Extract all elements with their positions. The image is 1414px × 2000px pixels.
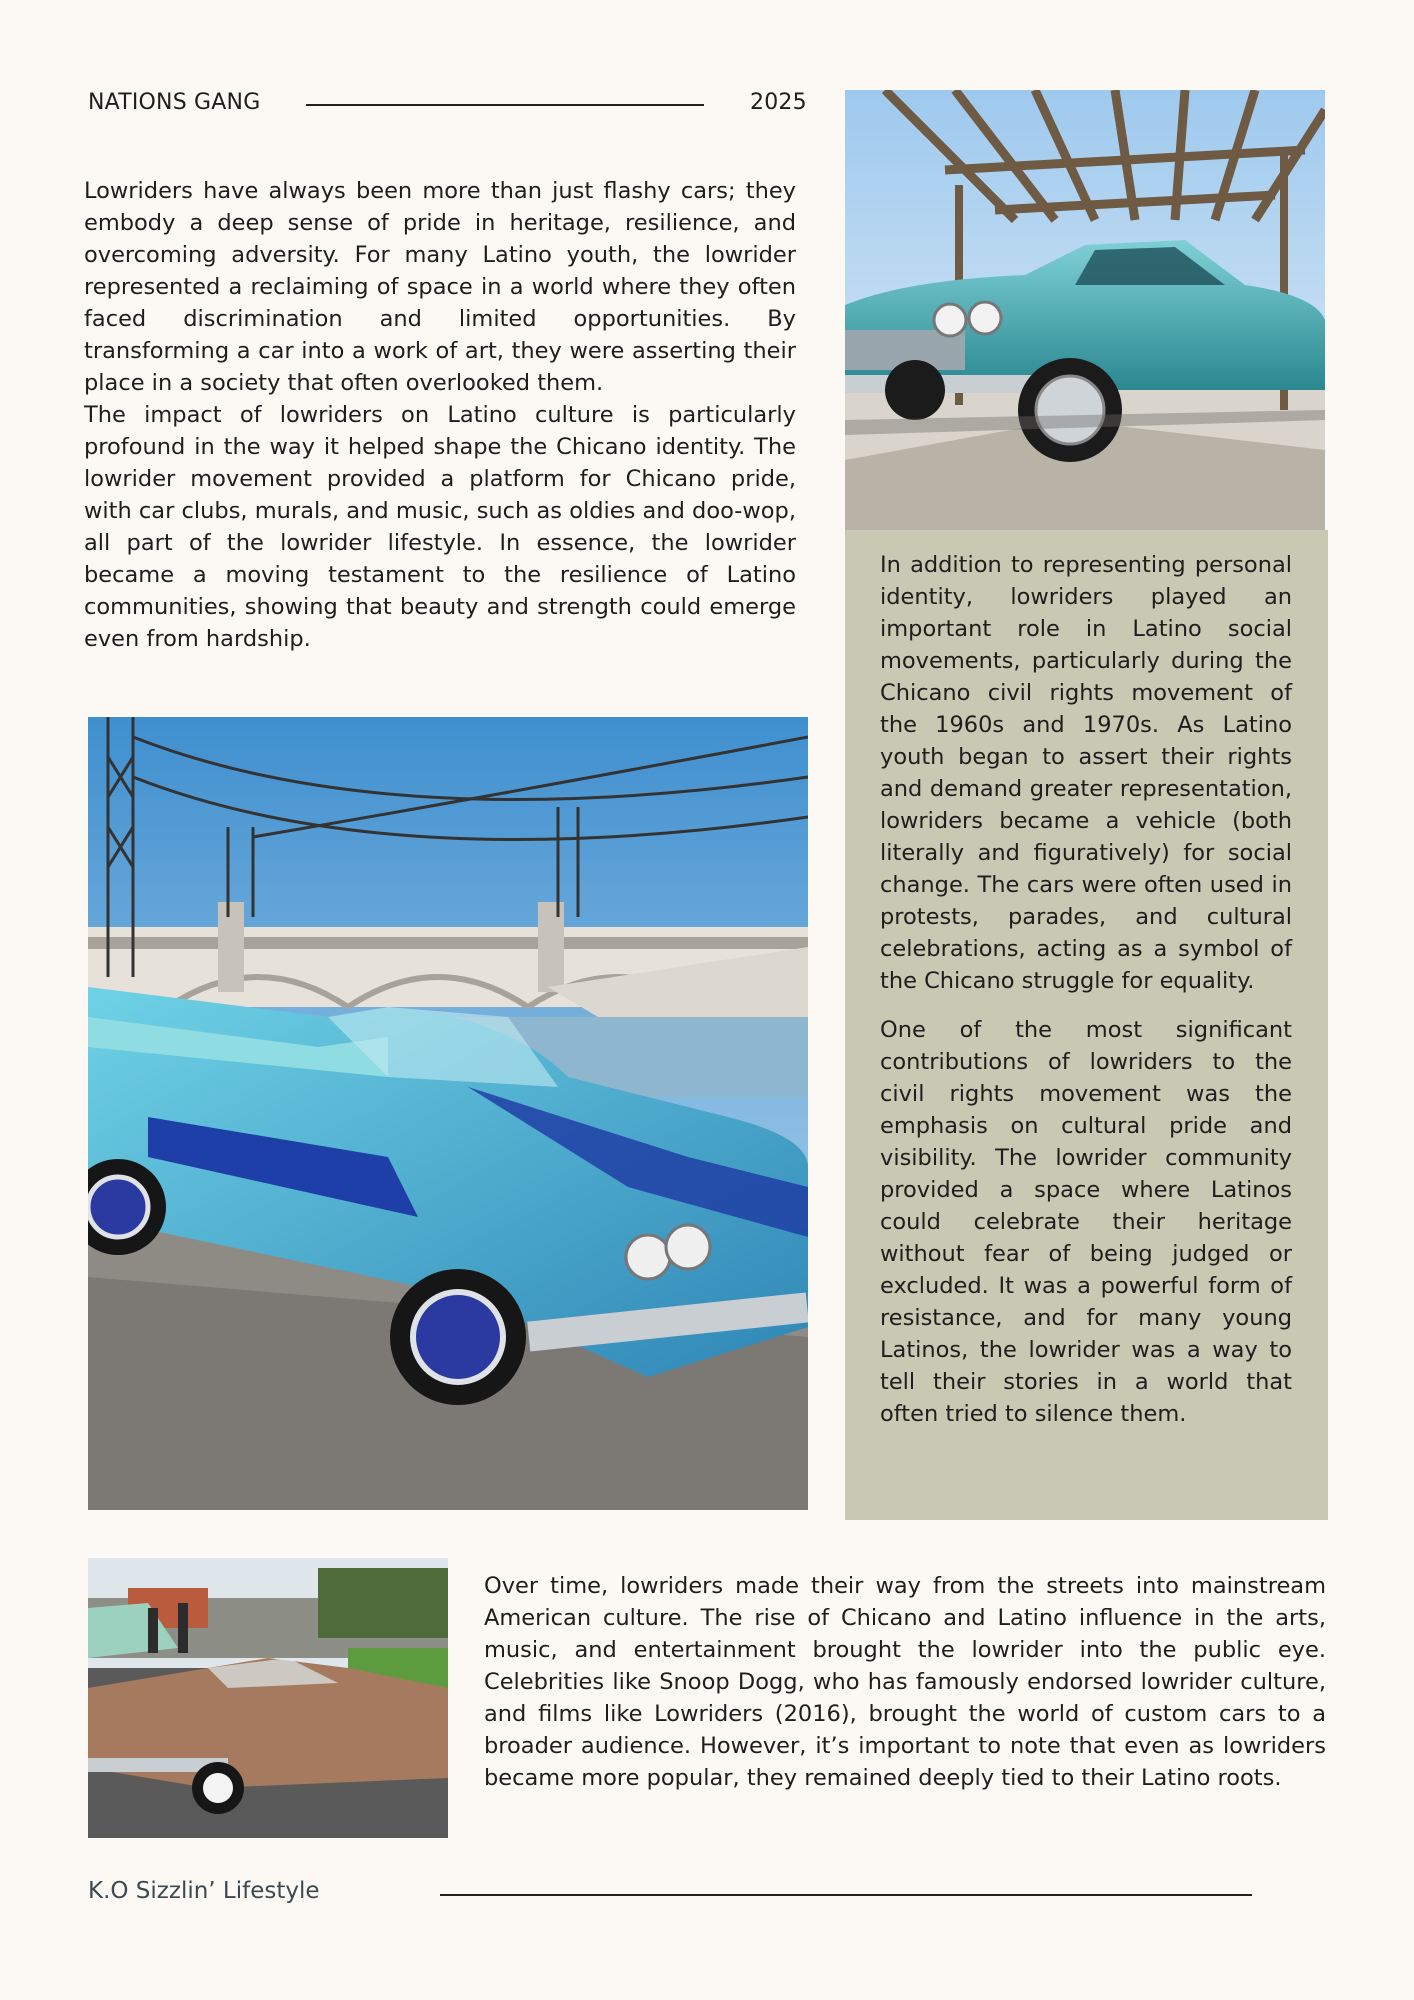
bottom-paragraph-1: Over time, lowriders made their way from the streets into mainstream American culture. The rise of Chicano and Latino influence in the arts, music, and entertainment brought the lowrider into the public eye. Celebrities like Snoop Dogg, who has famously endorsed lowrider culture, and films like Lowriders (2016), brought the world of custom cars to a broader audience. However, it’s important to note that even as lowriders became more popular, they remained deeply tied to their Latino roots. <box>484 1573 1326 1791</box>
intro-text <box>84 175 796 655</box>
footer-rule <box>440 1894 1252 1896</box>
sidebar-panel <box>845 530 1328 1520</box>
footer-label: K.O Sizzlin’ Lifestyle <box>88 1878 320 1904</box>
photo-blue-convertible-bridge <box>88 717 808 1510</box>
intro-paragraph-2: The impact of lowriders on Latino culture is particularly profound in the way it helped shape the Chicano identity. The lowrider movement provided a platform for Chicano pride, with car clubs, murals, and music, such as oldies and doo-wop, all part of the lowrider lifestyle. In essence, the lowrider became a moving testament to the resilience of Latino communities, showing that beauty and strength could emerge even from hardship. <box>84 402 796 652</box>
intro-paragraph-1: Lowriders have always been more than just flashy cars; they embody a deep sense of pride in heritage, resilience, and overcoming adversity. For many Latino youth, the lowrider represented a reclaiming of space in a world where they often faced discrimination and limited opportunities. By transforming a car into a work of art, they were asserting their place in a society that often overlooked them. <box>84 178 796 396</box>
header-brand: NATIONS GANG <box>88 90 261 115</box>
sidebar-text <box>880 549 1292 1430</box>
photo-teal-lowrider-pergola <box>845 90 1325 530</box>
header-year: 2025 <box>750 90 807 115</box>
photo-bronze-lowrider-show <box>88 1558 448 1838</box>
sidebar-paragraph-1: In addition to representing personal identity, lowriders played an important role in Latino social movements, particularly during the Chicano civil rights movement of the 1960s and 1970s. As Latino youth began to assert their rights and demand greater representation, lowriders became a vehicle (both literally and figuratively) for social change. The cars were often used in protests, parades, and cultural celebrations, acting as a symbol of the Chicano struggle for equality. <box>880 552 1292 994</box>
bottom-text <box>484 1570 1326 1794</box>
header-rule <box>306 104 704 106</box>
sidebar-paragraph-2: One of the most significant contributions of lowriders to the civil rights movement was the emphasis on cultural pride and visibility. The lowrider community provided a space where Latinos could celebrate their heritage without fear of being judged or excluded. It was a powerful form of resistance, and for many young Latinos, the lowrider was a way to tell their stories in a world that often tried to silence them. <box>880 1017 1292 1427</box>
